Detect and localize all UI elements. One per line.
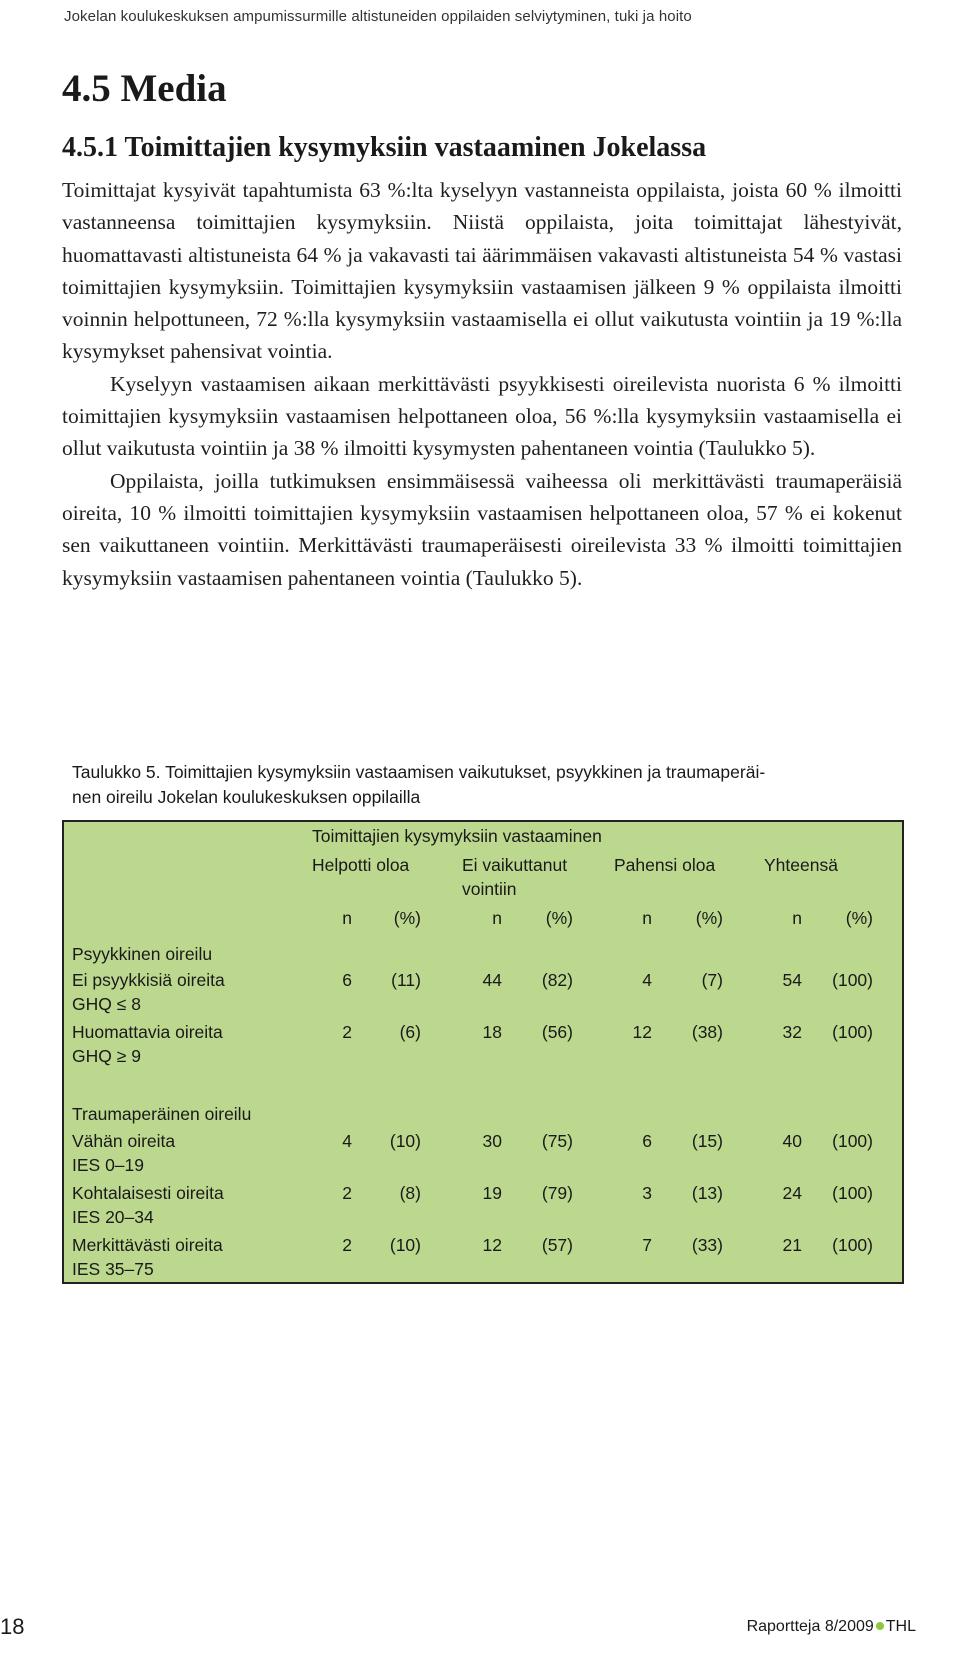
table-cell: (6): [399, 1022, 421, 1042]
column-header-pahensi: Pahensi oloa: [614, 855, 716, 875]
table-cell: 6: [342, 970, 352, 990]
column-header-helpotti: Helpotti oloa: [312, 855, 410, 875]
row-label: Ei psyykkisiä oireita: [72, 970, 225, 990]
table-cell: (100): [832, 970, 873, 990]
table-cell: 12: [482, 1235, 502, 1255]
page-number: 18: [0, 1614, 25, 1639]
table-cell: (33): [691, 1235, 723, 1255]
row-sublabel: IES 0–19: [72, 1155, 144, 1175]
table-cell: (79): [541, 1183, 573, 1203]
table-cell: (100): [832, 1131, 873, 1151]
table-cell: 21: [782, 1235, 802, 1255]
table-cell: (57): [541, 1235, 573, 1255]
subheader-n-3: n: [642, 908, 652, 928]
row-label: Vähän oireita: [72, 1131, 176, 1151]
footer-report: Raportteja 8/2009: [746, 1618, 874, 1635]
section-title-psyykkinen: Psyykkinen oireilu: [72, 944, 213, 964]
table-cell: (82): [541, 970, 573, 990]
footer-org: THL: [885, 1618, 916, 1635]
table-cell: 32: [782, 1022, 802, 1042]
paragraph-2: Kyselyyn vastaamisen aikaan merkittävästi psyykkisesti oireilevista nuorista 6 % ilmoitti toimittajien kysymyksiin vastaamisen helpottaneen oloa, 56 %:lla kysymyksiin vastaamisella ei ollut vaikutusta vointiin ja 38 % ilmoitti kysymysten pahentaneen vointia (Taulukko 5).: [62, 371, 902, 461]
section-title: 4.5 Media: [62, 67, 227, 110]
table-cell: 54: [782, 970, 802, 990]
table-cell: (8): [399, 1183, 421, 1203]
column-header-ei-vaikuttanut-line-2: vointiin: [462, 879, 517, 899]
row-label: Huomattavia oireita: [72, 1022, 223, 1042]
table-caption-line-1: Taulukko 5. Toimittajien kysymyksiin vastaamisen vaikutukset, psyykkinen ja traumaperäi-: [72, 762, 766, 782]
row-sublabel: IES 35–75: [72, 1259, 154, 1279]
table-cell: 7: [642, 1235, 652, 1255]
table-cell: 2: [342, 1183, 352, 1203]
table-group-header: Toimittajien kysymyksiin vastaaminen: [312, 826, 602, 846]
table-cell: 40: [782, 1131, 802, 1151]
table-cell: (100): [832, 1235, 873, 1255]
table-cell: 30: [482, 1131, 502, 1151]
table-cell: 19: [482, 1183, 502, 1203]
paragraph-1: Toimittajat kysyivät tapahtumista 63 %:lta kyselyyn vastanneista oppilaista, joista 60 % ilmoitti vastanneensa toimittajien kysymyksiin. Niistä oppilaista, joita toimittajat lähestyivät, huomattavasti altistuneista 64 % ja vakavasti tai äärimmäisen vakavasti altistuneista 54 % vastasi toimittajien kysymyksiin. Toimittajien kysymyksiin vastaamisen jälkeen 9 % oppilaista ilmoitti voinnin helpottuneen, 72 %:lla kysymyksiin vastaamisella ei ollut vaikutusta vointiin ja 19 %:lla kysymykset pahensivat vointia.: [62, 178, 902, 364]
subheader-pct-2: (%): [545, 908, 573, 928]
paragraph-3: Oppilaista, joilla tutkimuksen ensimmäisessä vaiheessa oli merkittävästi traumaperäisiä oireita, 10 % ilmoitti toimittajien kysymyksiin vastaamisen helpottaneen oloa, 57 % ei kokenut sen vaikuttaneen vointiin. Merkittävästi traumaperäisesti oireilevista 33 % ilmoitti toimittajien kysymyksiin vastaamisen pahentaneen vointia (Taulukko 5).: [62, 468, 902, 590]
table-cell: (100): [832, 1022, 873, 1042]
subheader-n-1: n: [342, 908, 352, 928]
table-cell: (10): [389, 1131, 421, 1151]
table-cell: 4: [342, 1131, 352, 1151]
row-sublabel: GHQ ≤ 8: [72, 994, 141, 1014]
row-sublabel: IES 20–34: [72, 1207, 154, 1227]
table-cell: 6: [642, 1131, 652, 1151]
subsection-title: 4.5.1 Toimittajien kysymyksiin vastaaminen Jokelassa: [62, 132, 707, 163]
table-caption: [72, 760, 902, 810]
row-label: Merkittävästi oireita: [72, 1235, 223, 1255]
subheader-pct-4: (%): [845, 908, 873, 928]
table-cell: (15): [691, 1131, 723, 1151]
table-cell: 4: [642, 970, 652, 990]
table-cell: (11): [391, 970, 421, 990]
footer-label: [747, 1618, 916, 1636]
subheader-n-2: n: [492, 908, 502, 928]
table-cell: 24: [782, 1183, 802, 1203]
table-cell: (7): [701, 970, 723, 990]
table-cell: 2: [342, 1235, 352, 1255]
table-cell: (56): [541, 1022, 573, 1042]
table-cell: 18: [482, 1022, 502, 1042]
table-caption-line-2: nen oireilu Jokelan koulukeskuksen oppilailla: [72, 787, 421, 807]
table-cell: (10): [389, 1235, 421, 1255]
running-header: Jokelan koulukeskuksen ampumissurmille altistuneiden oppilaiden selviytyminen, tuki ja hoito: [64, 8, 692, 25]
table-cell: (13): [691, 1183, 723, 1203]
table-cell: (100): [832, 1183, 873, 1203]
subheader-pct-1: (%): [393, 908, 421, 928]
body-text: [62, 174, 902, 594]
table-cell: 12: [632, 1022, 652, 1042]
column-header-yhteensa: Yhteensä: [764, 855, 838, 875]
thl-dot-icon: [876, 1622, 884, 1630]
table-cell: 2: [342, 1022, 352, 1042]
row-sublabel: GHQ ≥ 9: [72, 1046, 141, 1066]
subheader-n-4: n: [792, 908, 802, 928]
subheader-pct-3: (%): [695, 908, 723, 928]
section-title-traumaperainen: Traumaperäinen oireilu: [72, 1104, 252, 1124]
column-header-ei-vaikuttanut: Ei vaikuttanut: [462, 855, 568, 875]
table-cell: (38): [691, 1022, 723, 1042]
row-label: Kohtalaisesti oireita: [72, 1183, 224, 1203]
table-cell: (75): [541, 1131, 573, 1151]
results-table: [62, 820, 904, 1284]
table-cell: 3: [642, 1183, 652, 1203]
table-cell: 44: [482, 970, 502, 990]
